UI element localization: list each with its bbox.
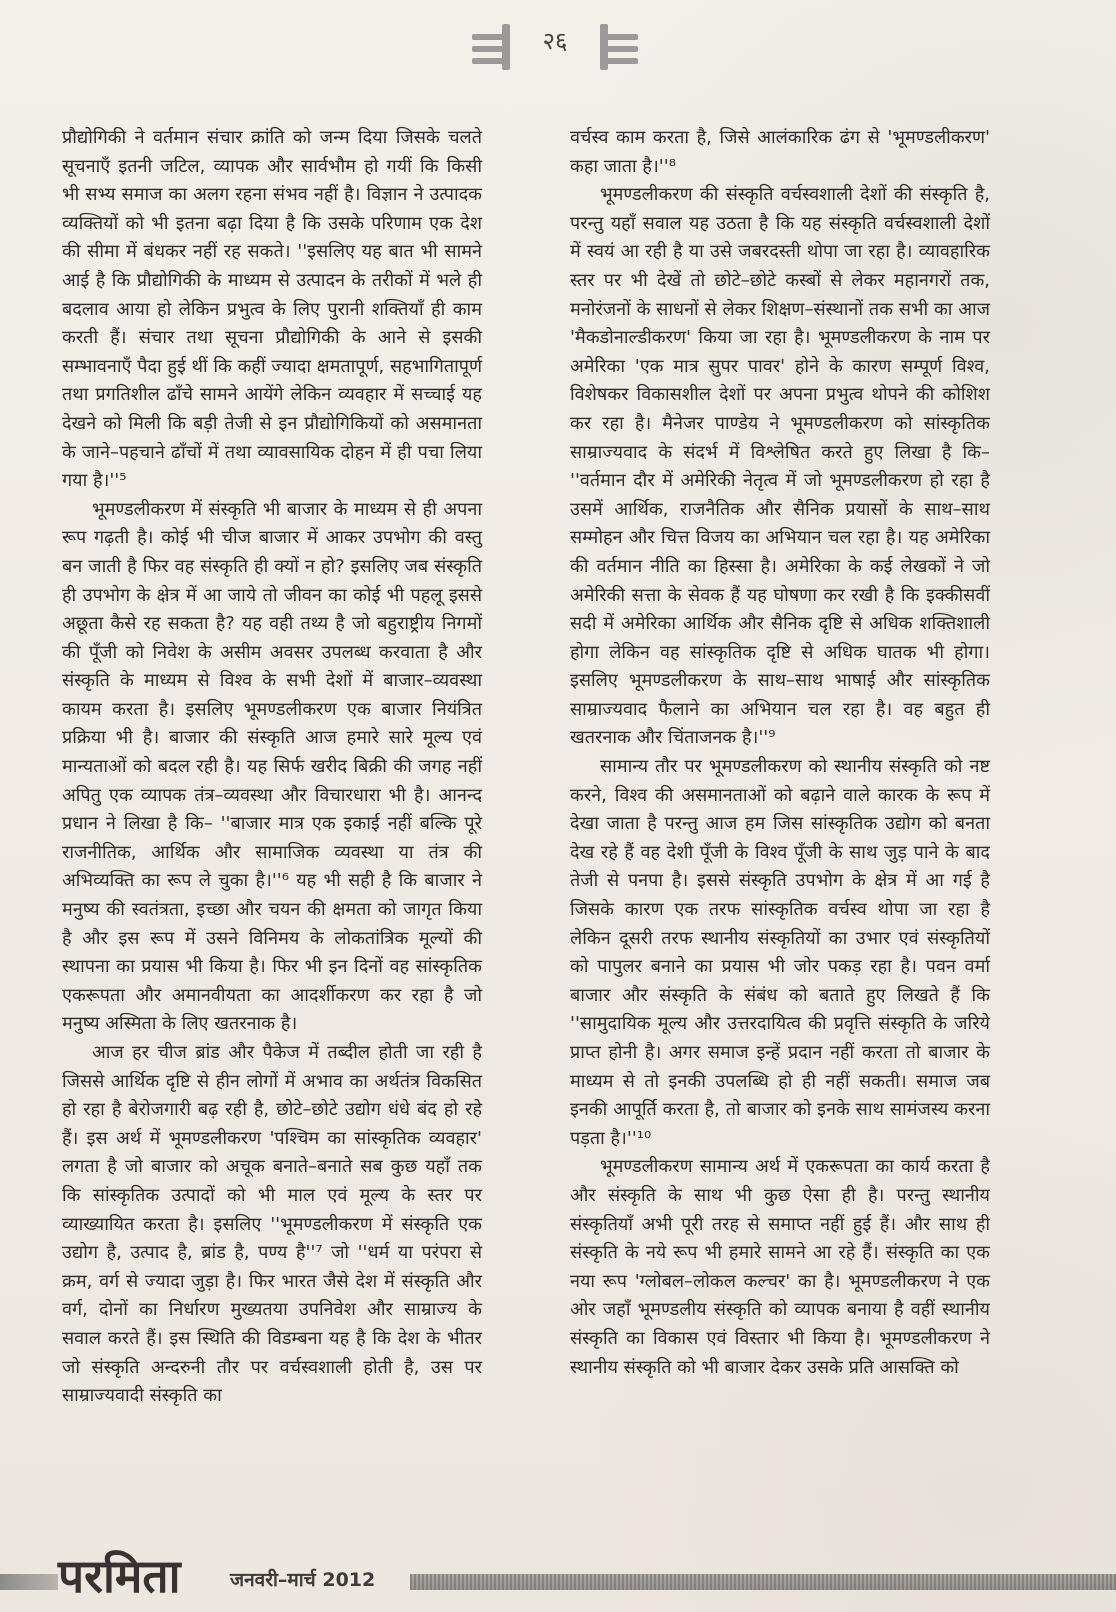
page-footer [0, 1542, 1116, 1612]
header-ornament [470, 18, 640, 78]
right-column [570, 124, 990, 1382]
left-column [62, 124, 482, 1411]
footer-left-rule [0, 1574, 58, 1590]
page-number: २६ [542, 27, 568, 55]
journal-brand: परमिता [58, 1549, 181, 1603]
right-paragraph-2: भूमण्डलीकरण की संस्कृति वर्चस्वशाली देशों की संस्कृति है, परन्तु यहाँ सवाल यह उठता है कि यह संस्कृति वर्चस्वशाली देशों में स्वयं आ रही है या उसे जबरदस्ती थोपा जा रहा है। व्यावहारिक स्तर पर भी देखें तो छोटे–छोटे कस्बों से लेकर महानगरों तक, मनोरंजनों के साधनों से लेकर शिक्षण–संस्थानों तक सभी का आज 'मैकडोनाल्डीकरण' किया जा रहा है। भूमण्डलीकरण के नाम पर अमेरिका 'एक मात्र सुपर पावर' होने के कारण सम्पूर्ण विश्व, विशेषकर विकासशील देशों पर अपना प्रभुत्व थोपने की कोशिश कर रहा है। मैनेजर पाण्डेय ने भूमण्डलीकरण को सांस्कृतिक साम्राज्यवाद के संदर्भ में विश्लेषित करते हुए लिखा है कि– ''वर्तमान दौर में अमेरिकी नेतृत्व में जो भूमण्डलीकरण हो रहा है उसमें आर्थिक, राजनैतिक और सैनिक प्रयासों के साथ–साथ सम्मोहन और चित्त विजय का अभियान चल रहा है। यह अमेरिका की वर्तमान नीति का हिस्सा है। अमेरिका के कई लेखकों ने जो अमेरिकी सत्ता के सेवक हैं यह घोषणा कर रखी है कि इक्कीसवीं सदी में अमेरिका आर्थिक और सैनिक दृष्टि से अधिक शक्तिशाली होगा लेकिन वह सांस्कृतिक दृष्टि से अधिक घातक भी होगा। इसलिए भूमण्डलीकरण के साथ–साथ भाषाई और सांस्कृतिक साम्राज्यवाद फैलाने का अभियान चल रहा है। वह बहुत ही खतरनाक और चिंताजनक है।''⁹ [570, 184, 990, 749]
issue-date: जनवरी–मार्च 2012 [230, 1569, 376, 1591]
decorative-bars-left-icon [470, 24, 510, 66]
right-paragraph-4: भूमण्डलीकरण सामान्य अर्थ में एकरूपता का कार्य करता है और संस्कृति के साथ भी कुछ ऐसा ही है। परन्तु स्थानीय संस्कृतियाँ अभी पूरी तरह से समाप्त नहीं हुई हैं। और साथ ही संस्कृति के नये रूप भी हमारे सामने आ रहे हैं। संस्कृति का एक नया रूप 'ग्लोबल–लोकल कल्चर' का है। भूमण्डलीकरण ने एक ओर जहाँ भूमण्डलीय संस्कृति को व्यापक बनाया है वहीं स्थानीय संस्कृति का विकास एवं विस्तार भी किया है। भूमण्डलीकरण ने स्थानीय संस्कृति को भी बाजार देकर उसके प्रति आसक्ति को [570, 1156, 990, 1378]
left-paragraph-3: आज हर चीज ब्रांड और पैकेज में तब्दील होती जा रही है जिससे आर्थिक दृष्टि से हीन लोगों में अभाव का अर्थतंत्र विकसित हो रहा है बेरोजगारी बढ़ रही है, छोटे–छोटे उद्योग धंधे बंद हो रहे हैं। इस अर्थ में भूमण्डलीकरण 'पश्चिम का सांस्कृतिक व्यवहार' लगता है जो बाजार को अचूक बनाते–बनाते सब कुछ यहाँ तक कि सांस्कृतिक उत्पादों को भी माल एवं मूल्य के स्तर पर व्याख्यायित करता है। इसलिए ''भूमण्डलीकरण में संस्कृति एक उद्योग है, उत्पाद है, ब्रांड है, पण्य है''⁷ जो ''धर्म या परंपरा से क्रम, वर्ग से ज्यादा जुड़ा है। फिर भारत जैसे देश में संस्कृति और वर्ग, दोनों का निर्धारण मुख्यतया उपनिवेश और साम्राज्य के सवाल करते हैं। इस स्थिति की विडम्बना यह है कि देश के भीतर जो संस्कृति अन्दरुनी तौर पर वर्चस्वशाली होती है, उस पर साम्राज्यवादी संस्कृति का [62, 1042, 482, 1407]
right-paragraph-1: वर्चस्व काम करता है, जिसे आलंकारिक ढंग से 'भूमण्डलीकरण' कहा जाता है।''⁸ [570, 127, 990, 177]
right-paragraph-3: सामान्य तौर पर भूमण्डलीकरण को स्थानीय संस्कृति को नष्ट करने, विश्व की असमानताओं को बढ़ाने वाले कारक के रूप में देखा जाता है परन्तु आज हम जिस सांस्कृतिक उद्योग को बनता देख रहे हैं वह देशी पूँजी के विश्व पूँजी के साथ जुड़ पाने के बाद तेजी से पनपा है। इससे संस्कृति उपभोग के क्षेत्र में आ गई है जिसके कारण एक तरफ सांस्कृतिक वर्चस्व थोपा जा रहा है लेकिन दूसरी तरफ स्थानीय संस्कृतियों का उभार एवं संस्कृतियों को पापुलर बनाने का प्रयास भी जोर पकड़ रहा है। पवन वर्मा बाजार और संस्कृति के संबंध को बताते हुए लिखते हैं कि ''सामुदायिक मूल्य और उत्तरदायित्व की प्रवृत्ति संस्कृति के जरिये प्राप्त होनी है। अगर समाज इन्हें प्रदान नहीं करता तो बाजार के माध्यम से तो इनकी उपलब्धि हो ही नहीं सकती। समाज जब इनकी आपूर्ति करता है, तो बाजार को इनके साथ सामंजस्य करना पड़ता है।''¹⁰ [570, 756, 990, 1149]
left-paragraph-2: भूमण्डलीकरण में संस्कृति भी बाजार के माध्यम से ही अपना रूप गढ़ती है। कोई भी चीज बाजार में आकर उपभोग की वस्तु बन जाती है फिर वह संस्कृति ही क्यों न हो? इसलिए जब संस्कृति ही उपभोग के क्षेत्र में आ जाये तो जीवन का कोई भी पहलू इससे अछूता कैसे रह सकता है? यह वही तथ्य है जो बहुराष्ट्रीय निगमों की पूँजी को निवेश के असीम अवसर उपलब्ध करवाता है और संस्कृति के माध्यम से विश्व के सभी देशों में बाजार–व्यवस्था कायम करता है। इसलिए भूमण्डलीकरण एक बाजार नियंत्रित प्रक्रिया भी है। बाजार की संस्कृति आज हमारे सारे मूल्य एवं मान्यताओं को बदल रही है। यह सिर्फ खरीद बिक्री की जगह नहीं अपितु एक व्यापक तंत्र–व्यवस्था और विचारधारा भी है। आनन्द प्रधान ने लिखा है कि– ''बाजार मात्र एक इकाई नहीं बल्कि पूरे राजनीतिक, आर्थिक और सामाजिक व्यवस्था या तंत्र की अभिव्यक्ति का रूप ले चुका है।''⁶ यह भी सही है कि बाजार ने मनुष्य की स्वतंत्रता, इच्छा और चयन की क्षमता को जागृत किया है और इस रूप में उसने विनिमय के लोकतांत्रिक मूल्यों की स्थापना का प्रयास भी किया है। फिर भी इन दिनों वह सांस्कृतिक एकरूपता और अमानवीयता का आदर्शीकरण कर रहा है जो मनुष्य अस्मिता के लिए खतरनाक है। [62, 498, 482, 1035]
left-paragraph-1: प्रौद्योगिकी ने वर्तमान संचार क्रांति को जन्म दिया जिसके चलते सूचनाएँ इतनी जटिल, व्यापक और सार्वभौम हो गयीं कि किसी भी सभ्य समाज का अलग रहना संभव नहीं है। विज्ञान ने उत्पादक व्यक्तियों को भी इतना बढ़ा दिया है कि उसके परिणाम एक देश की सीमा में बंधकर नहीं रह सकते। ''इसलिए यह बात भी सामने आई है कि प्रौद्योगिकी के माध्यम से उत्पादन के तरीकों में भले ही बदलाव आया हो लेकिन प्रभुत्व के लिए पुरानी शक्तियाँ ही काम करती हैं। संचार तथा सूचना प्रौद्योगिकी के आने से इसकी सम्भावनाएँ पैदा हुई थीं कि कहीं ज्यादा क्षमतापूर्ण, सहभागितापूर्ण तथा प्रगतिशील ढाँचे सामने आयेंगे लेकिन व्यवहार में सच्चाई यह देखने को मिली कि बड़ी तेजी से इन प्रौद्योगिकियों को असमानता के जाने–पहचाने ढाँचों में तथा व्यावसायिक दोहन में ही पचा लिया गया है।''⁵ [62, 127, 482, 492]
decorative-bars-right-icon [600, 24, 640, 66]
footer-right-rule [410, 1574, 1116, 1590]
